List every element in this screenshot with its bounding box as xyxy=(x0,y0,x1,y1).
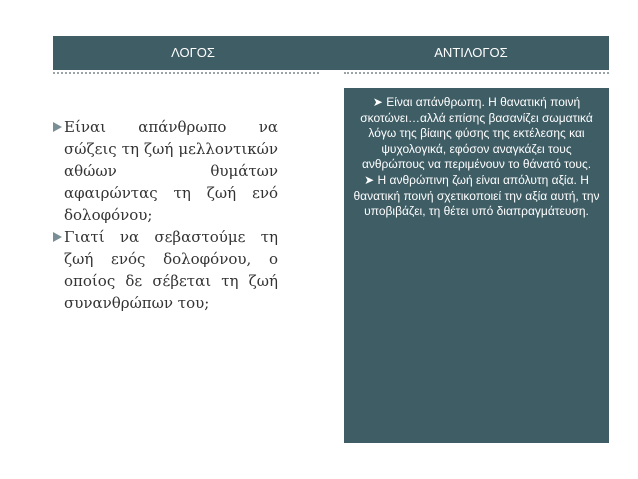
arrow-bullet-icon: ➤ xyxy=(364,172,375,187)
antilogos-point-text: Είναι απάνθρωπη. Η θανατική ποινή σκοτώνει…αλλά επίσης βασανίζει σωματικά λόγω της βίαιης φύσης της εκτέλεσης και ψυχολογικά, εφόσον αναγκάζει τους ανθρώπους να περιμένουν το θάνατό τους. xyxy=(360,95,593,172)
logos-point-text: Γιατί να σεβαστούμε τη ζωή ενός δολοφόνου, ο οποίος δε σέβεται τη ζωή συνανθρώπων του; xyxy=(64,228,278,312)
triangle-bullet-icon xyxy=(53,232,62,242)
logos-column xyxy=(53,116,278,314)
arrow-bullet-icon: ➤ xyxy=(372,95,383,109)
antilogos-heading: ΑΝΤΙΛΟΓΟΣ xyxy=(434,45,508,60)
left-dotted-divider xyxy=(53,72,319,74)
antilogos-point xyxy=(344,88,609,173)
right-dotted-divider xyxy=(344,72,609,74)
antilogos-point xyxy=(344,173,609,220)
logos-heading: ΛΟΓΟΣ xyxy=(171,45,215,60)
table-header xyxy=(53,36,609,70)
triangle-bullet-icon xyxy=(53,122,62,132)
antilogos-point-text: Η ανθρώπινη ζωή είναι απόλυτη αξία. Η θανατική ποινή σχετικοποιεί την αξία αυτή, την υποβιβάζει, τη θέτει υπό διαπραγμάτευση. xyxy=(353,172,600,219)
logos-point-text: Είναι απάνθρωπο να σώζεις τη ζωή μελλοντικών αθώων θυμάτων αφαιρώντας τη ζωή ενό δολοφόνου; xyxy=(64,118,278,224)
antilogos-panel xyxy=(344,88,609,443)
logos-point xyxy=(53,226,278,314)
logos-point xyxy=(53,116,278,226)
